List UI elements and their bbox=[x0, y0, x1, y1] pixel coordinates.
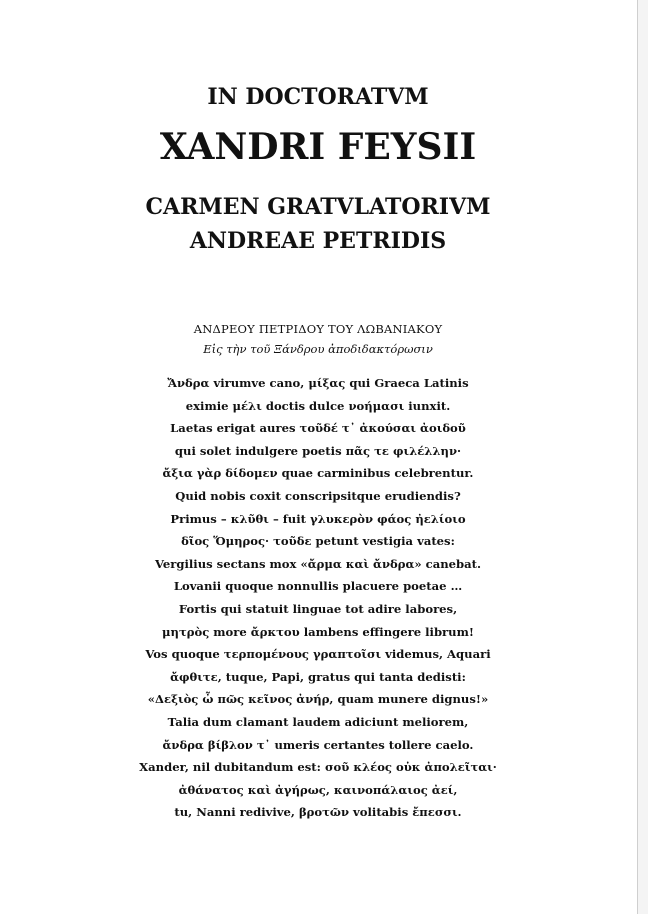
verse-line: Quid nobis coxit conscripsitque erudiendis? bbox=[175, 488, 461, 503]
verse-line: ἄξια γὰρ δίδομεν quae carminibus celebrentur. bbox=[162, 466, 474, 481]
verse-line: Xander, nil dubitandum est: σοῦ κλέος οὐκ ἀπολεῖται· bbox=[139, 760, 497, 775]
verse-line: Vergilius sectans mox «ἄρμα καὶ ἄνδρα» canebat. bbox=[154, 556, 482, 571]
verse-line: Talia dum clamant laudem adiciunt meliorem, bbox=[167, 714, 469, 729]
poem-subheading: Εἰς τὴν τοῦ Ξάνδρου ἀποδιδακτόρωσιν bbox=[203, 342, 433, 356]
poem-verses bbox=[0, 372, 636, 824]
verse-line: Vos quoque τερπομένους γραπτοῖσι videmus, Aquari bbox=[145, 647, 491, 662]
title-line-1: IN DOCTORATVM bbox=[207, 84, 429, 110]
title-line-2: XANDRI FEYSII bbox=[159, 126, 477, 168]
verse-line: Laetas erigat aures τοῦδέ τ᾽ ἀκούσαι ἀοιδοῦ bbox=[170, 421, 466, 436]
verse-line: μητρὸς more ἄρκτου lambens effingere librum! bbox=[162, 624, 474, 639]
page-edge-divider bbox=[637, 0, 648, 914]
verse-line: Lovanii quoque nonnullis placuere poetae … bbox=[173, 579, 463, 594]
verse-line: eximie μέλι doctis dulce νοήμασι iunxit. bbox=[185, 398, 451, 413]
title-line-4: ANDREAE PETRIDIS bbox=[189, 228, 447, 254]
title-line-3: CARMEN GRATVLATORIVM bbox=[145, 194, 491, 220]
verse-line: qui solet indulgere poetis πᾶς τε φιλέλλην· bbox=[174, 443, 462, 458]
verse-line: ἄνδρα βίβλον τ᾽ umeris certantes tollere caelo. bbox=[162, 737, 474, 752]
poem-author-heading: ΑΝΔΡΕΟΥ ΠΕΤΡΙΔΟΥ ΤΟΥ ΛΩΒΑΝΙΑΚΟΥ bbox=[193, 322, 443, 336]
verse-line: Primus – κλῦθι – fuit γλυκερὸν φάος ἠελίοιο bbox=[170, 511, 466, 526]
verse-line: ἀθάνατος καὶ ἀγήρως, καινοπάλαιος ἀεί, bbox=[178, 782, 458, 797]
verse-line: ἄφθιτε, tuque, Papi, gratus qui tanta dedisti: bbox=[170, 669, 466, 684]
verse-line: Ἄνδρα virumve cano, μίξας qui Graeca Latinis bbox=[167, 376, 469, 390]
verse-line: Fortis qui statuit linguae tot adire labores, bbox=[178, 601, 458, 616]
verse-line: tu, Nanni redivive, βροτῶν volitabis ἔπεσσι. bbox=[174, 805, 462, 820]
verse-line: δῖος Ὅμηρος· τοῦδε petunt vestigia vates: bbox=[181, 534, 455, 549]
verse-line: «Δεξιὸς ὦ πῶς κεῖνος ἀνήρ, quam munere dignus!» bbox=[147, 692, 489, 707]
